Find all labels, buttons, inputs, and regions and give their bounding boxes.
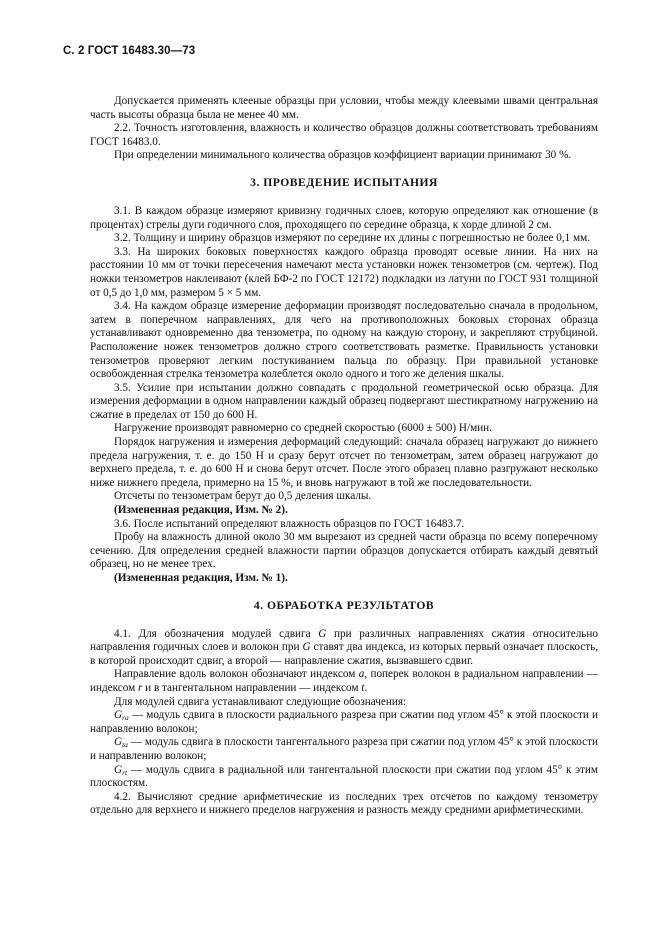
subscript-ra: ra [122,713,129,723]
paragraph: 4.2. Вычисляют средние арифметические из последних трех отсчетов по каждому тензометру отдельно для верхнего и нижнего пределов нагружения и разность между средними арифметическими. [90,790,598,817]
paragraph: 3.5. Усилие при испытании должно совпадать с продольной геометрической осью образца. Для измерения деформации в одном направлении каждый образец подвергают шестикратному нагружению на сжатие в пределах от 150 до 600 Н. [90,381,598,421]
paragraph: 3.1. В каждом образце измеряют кривизну годичных слоев, которую определяют как отношение (в процентах) стрелы дуги годичного слоя, проходящего по середине образца, к хорде длиной 2 см. [90,204,598,231]
paragraph: При определении минимального количества образцов коэффициент вариации принимают 30 %. [114,149,572,162]
document-body [90,95,598,818]
section-4-title: 4. ОБРАБОТКА РЕЗУЛЬТАТОВ [253,598,435,612]
definition-G-ra [90,709,598,736]
definition-text: — модуль сдвига в плоскости тангентального разреза при сжатии под углом 45° к этой плоскости и направлению волокон; [90,736,598,762]
symbol-G: G [114,709,123,722]
text-run: и в тангентальном направлении — индексом [142,681,362,694]
section-3-title: 3. ПРОВЕДЕНИЕ ИСПЫТАНИЯ [250,175,438,189]
symbol-G: G [318,627,327,640]
page-header: С. 2 ГОСТ 16483.30—73 [63,45,196,57]
text-run: . [364,681,368,694]
paragraph: Отсчеты по тензометрам берут до 0,5 деления шкалы. [114,490,372,503]
subscript-ta: ta [122,740,128,750]
amendment-note: (Измененная редакция, Изм. № 2). [114,504,288,517]
text-run: Направление вдоль волокон обозначают индексом [114,668,359,681]
paragraph: Порядок нагружения и измерения деформаций следующий: сначала образец нагружают до нижнего предела нагружения, т. е. до 150 Н и сразу берут отсчет по тензометрам, затем образец нагружают до верхнего предела, т. е. до 600 Н и снова берут отсчет. После этого образец плавно разгружают несколько ниже нижнего предела, примерно на 15 %, и вновь нагружают в той же последовательности. [90,436,598,489]
paragraph: 3.6. После испытаний определяют влажность образцов по ГОСТ 16483.7. [114,517,465,530]
text-run: при различных направлениях сжатия относительно направления годичных слоев и волокон при [90,627,598,654]
paragraph: 3.3. На широких боковых поверхностях каждого образца проводят осевые линии. На них на расстоянии 10 мм от точки пересечения намечают места установки ножек тензометров (см. чертеж). Под ножки тензометров наклеивают (клей БФ-2 по ГОСТ 12172) подкладки из латуни по ГОСТ 931 толщиной от 0,5 до 1,0 мм, размером 5 × 5 мм. [90,245,598,299]
symbol-r: r [138,681,143,694]
paragraph: Для модулей сдвига устанавливают следующие обозначения: [114,695,407,708]
paragraph: 3.2. Толщину и ширину образцов измеряют по середине их длины с погрешностью не более 0,1 мм. [114,232,591,245]
text-run: 4.1. Для обозначения модулей сдвига [114,627,319,640]
paragraph: Пробу на влажность длиной около 30 мм вырезают из средней части образца по всему поперечному сечению. Для определения средней влажности партии образцов допускается отбирать каждый девятый образец, но не менее трех. [90,531,598,571]
definition-text: — модуль сдвига в плоскости радиального разреза при сжатии под углом 45° к этой плоскости и направлению волокон; [90,709,598,735]
definition-G-rt [90,764,598,791]
symbol-G: G [302,641,311,654]
paragraph: Нагружение производят равномерно со средней скоростью (6000 ± 500) Н/мин. [114,422,492,435]
amendment-note: (Измененная редакция, Изм. № 1). [114,572,288,584]
symbol-t: t [361,681,365,694]
subscript-rt: rt [122,767,128,777]
paragraph [90,668,598,695]
text-run: ставят два индекса, из которых первый означает плоскость, в которой происходит сдвиг, а второй — направление сжатия, вызвавшего сдвиг. [90,641,599,667]
paragraph: 3.4. На каждом образце измерение деформации производят последовательно сначала в продольном, затем в поперечном направлениях, для чего на противоположных боковых сторонах образца устанавливают одновременно два тензометра, по одному на каждую сторону, и закрепляют струбциной. Расположение ножек тензометров должно строго соответствовать разметке. Правильность установки тензометров проверяют легким постукиванием пальца по образцу. При правильной установке освобожденная стрелка тензометра колеблется около одного и того же деления шкалы. [90,300,598,381]
paragraph: Допускается применять клееные образцы при условии, чтобы между клеевыми швами центральная часть высоты образца была не менее 40 мм. [90,95,598,121]
definition-text: — модуль сдвига в радиальной или тангентальной плоскости при сжатии под углом 45° к этим плоскостям. [90,763,598,790]
paragraph: 2.2. Точность изготовления, влажность и количество образцов должны соответствовать требованиям ГОСТ 16483.0. [90,122,598,148]
text-run: , поперек волокон в радиальном направлении — индексом [90,668,598,694]
symbol-a: a [358,668,365,681]
symbol-G: G [114,736,123,749]
definition-G-ta [90,736,598,763]
paragraph [90,628,598,669]
symbol-G: G [114,763,123,776]
